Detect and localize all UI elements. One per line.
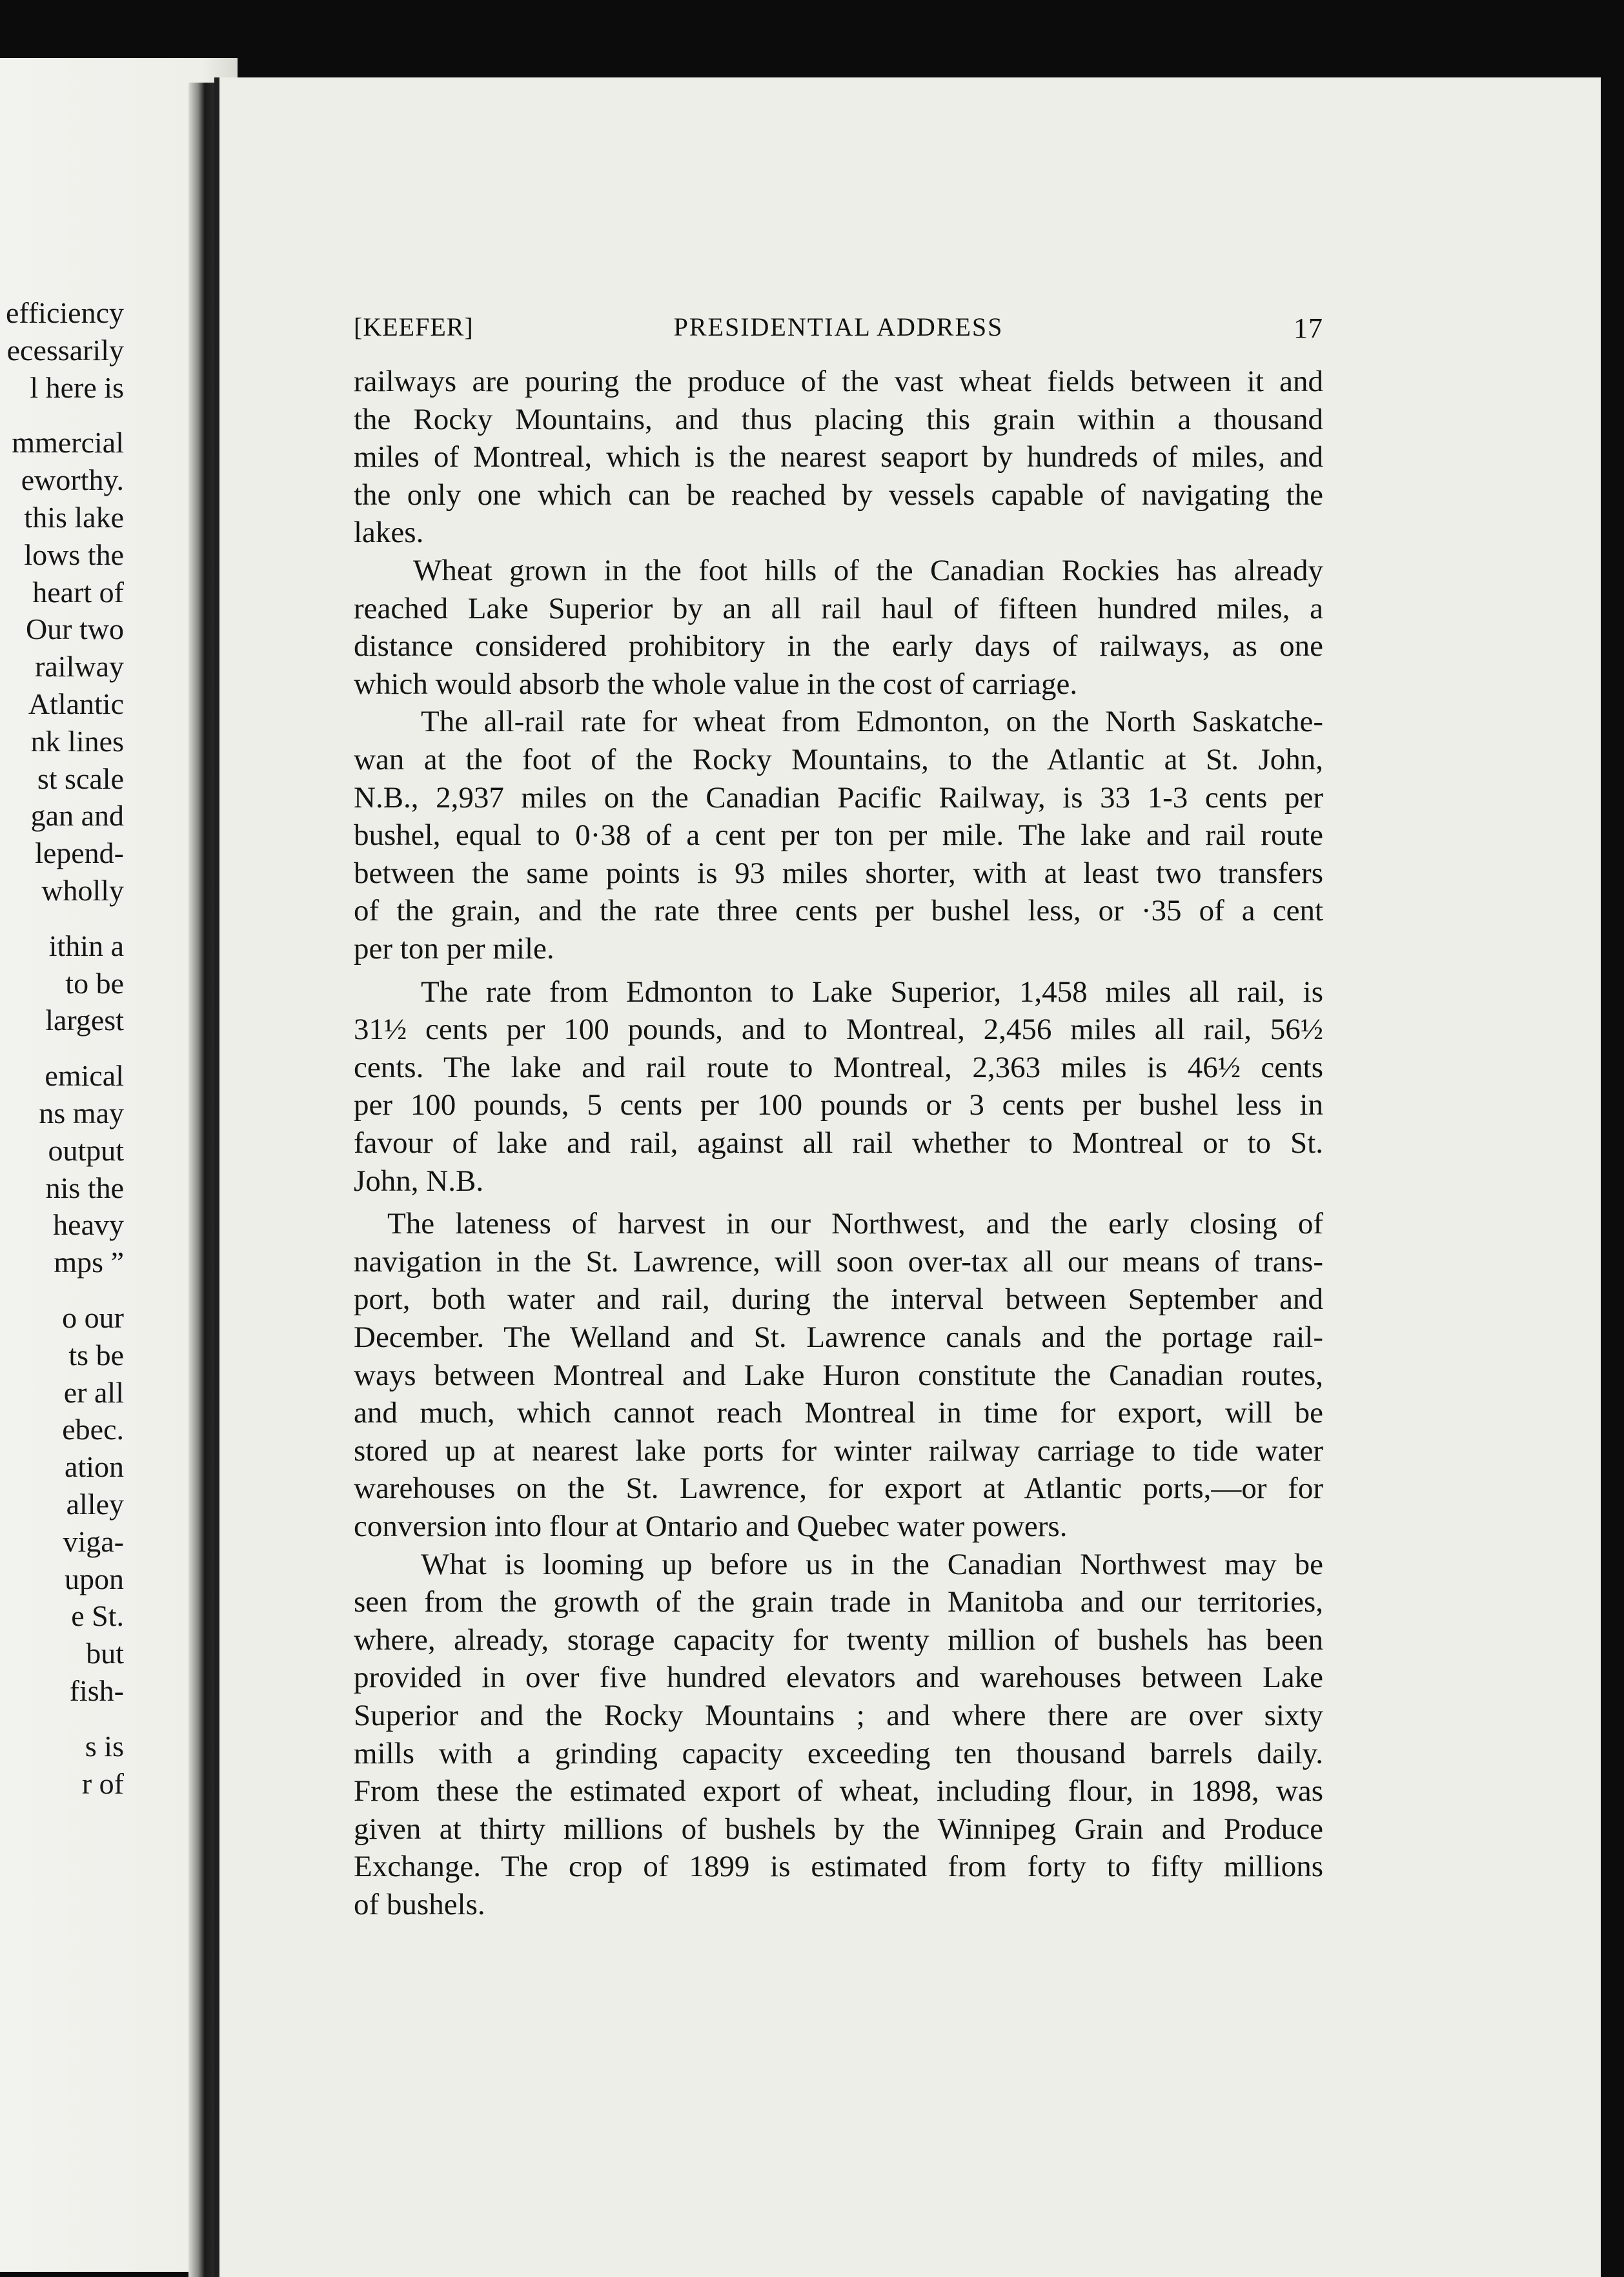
left-page-line: ns may — [39, 1097, 124, 1129]
left-page-line: alley — [66, 1488, 124, 1521]
text-line: conversion into flour at Ontario and Quebec water powers. — [354, 1510, 1068, 1543]
text-line: What is looming up before us in the Canadian Northwest may be — [421, 1547, 1323, 1581]
left-page-line: upon — [65, 1562, 124, 1595]
left-page-line: er all — [63, 1375, 124, 1409]
text-line: cents. The lake and rail route to Montreal, 2,363 miles is 46½ cents — [354, 1050, 1323, 1084]
header-title: PRESIDENTIAL ADDRESS — [673, 312, 1004, 341]
left-page-line: but — [86, 1637, 124, 1670]
text-line: 31½ cents per 100 pounds, and to Montreal, 2,456 miles all rail, 56½ — [354, 1013, 1323, 1047]
text-line: between the same points is 93 miles shorter, with at least two transfers — [354, 856, 1323, 890]
text-line: where, already, storage capacity for twenty million of bushels has been — [354, 1623, 1323, 1657]
text-line: The lateness of harvest in our Northwest, and the early closing of — [387, 1207, 1323, 1241]
left-page-line: s is — [85, 1729, 124, 1763]
left-page-line: this lake — [24, 501, 124, 534]
text-line: favour of lake and rail, against all rail whether to Montreal or to St. — [354, 1126, 1323, 1160]
text-line: reached Lake Superior by an all rail haul of fifteen hundred miles, a — [354, 591, 1323, 625]
left-page-line: eworthy. — [21, 463, 124, 497]
left-page-line: l here is — [30, 370, 124, 404]
left-page-line: railway — [35, 650, 124, 683]
text-line: the Rocky Mountains, and thus placing this grain within a thousand — [354, 402, 1323, 436]
text-line: ways between Montreal and Lake Huron constitute the Canadian routes, — [354, 1358, 1323, 1392]
text-line: per 100 pounds, 5 cents per 100 pounds or 3 cents per bushel less in — [354, 1088, 1323, 1122]
text-line: and much, which cannot reach Montreal in time for export, will be — [354, 1396, 1323, 1430]
left-page-line: nk lines — [30, 724, 124, 758]
text-line: which would absorb the whole value in the cost of carriage. — [354, 667, 1078, 701]
left-page-line: output — [48, 1133, 124, 1167]
text-line: port, both water and rail, during the interval between September and — [354, 1282, 1323, 1317]
left-page-line: fish- — [69, 1674, 124, 1707]
text-line: provided in over five hundred elevators and warehouses between Lake — [354, 1661, 1323, 1695]
left-page-line: ithin a — [48, 929, 124, 962]
left-page-line: lows the — [24, 538, 124, 571]
left-page-line: e St. — [71, 1599, 124, 1633]
text-line: Exchange. The crop of 1899 is estimated from forty to fifty millions — [354, 1850, 1323, 1884]
text-line: From these the estimated export of wheat, including flour, in 1898, was — [354, 1774, 1323, 1808]
book-gutter — [188, 83, 216, 2277]
text-line: distance considered prohibitory in the early days of railways, as one — [354, 629, 1323, 663]
left-page-line: efficiency — [5, 296, 124, 329]
text-line: wan at the foot of the Rocky Mountains, to the Atlantic at St. John, — [354, 743, 1323, 776]
text-line: bushel, equal to 0·38 of a cent per ton per mile. The lake and rail route — [354, 818, 1323, 853]
right-page — [214, 77, 1601, 2277]
text-line: mills with a grinding capacity exceeding ten thousand barrels daily. — [354, 1736, 1323, 1770]
left-page-line: r of — [81, 1766, 124, 1800]
left-page-line: nis the — [45, 1171, 124, 1204]
text-line: of the grain, and the rate three cents per bushel less, or ·35 of a cent — [354, 894, 1323, 928]
left-page-line: lepend- — [35, 836, 124, 870]
left-page-line: largest — [45, 1004, 124, 1037]
left-page-line: heart of — [32, 575, 124, 609]
text-line: miles of Montreal, which is the nearest seaport by hundreds of miles, and — [354, 440, 1323, 474]
left-page-line: gan and — [30, 799, 124, 833]
text-line: railways are pouring the produce of the vast wheat fields between it and — [354, 365, 1323, 398]
page-number: 17 — [1294, 312, 1323, 344]
left-page-line: to be — [65, 966, 124, 1000]
left-page-line: st scale — [37, 762, 124, 795]
text-line: The all-rail rate for wheat from Edmonton, on the North Saskatche- — [421, 705, 1323, 739]
header-author: [KEEFER] — [354, 312, 474, 341]
text-line: given at thirty millions of bushels by the Winnipeg Grain and Produce — [354, 1812, 1323, 1846]
left-page-line: mmercial — [12, 426, 124, 460]
left-page-line: emical — [45, 1059, 124, 1093]
left-page-line: wholly — [41, 874, 124, 907]
left-page-line: heavy — [53, 1208, 124, 1242]
left-page-line: Our two — [25, 612, 124, 646]
text-line: warehouses on the St. Lawrence, for export at Atlantic ports,—or for — [354, 1472, 1323, 1506]
text-line: of bushels. — [354, 1888, 485, 1921]
text-line: the only one which can be reached by vessels capable of navigating the — [354, 478, 1323, 512]
text-line: lakes. — [354, 516, 424, 550]
text-line: stored up at nearest lake ports for winter railway carriage to tide water — [354, 1433, 1323, 1468]
left-page-line: ebec. — [62, 1413, 124, 1446]
text-line: navigation in the St. Lawrence, will soon over-tax all our means of trans- — [354, 1244, 1323, 1279]
left-page-line: mps ” — [54, 1246, 124, 1279]
left-page-line: o our — [62, 1301, 124, 1334]
left-page-line: viga- — [63, 1524, 124, 1558]
text-line: Wheat grown in the foot hills of the Canadian Rockies has already — [413, 554, 1323, 587]
text-line: John, N.B. — [354, 1164, 484, 1198]
text-line: N.B., 2,937 miles on the Canadian Pacific Railway, is 33 1-3 cents per — [354, 780, 1323, 815]
text-line: The rate from Edmonton to Lake Superior, 1,458 miles all rail, is — [421, 975, 1323, 1009]
running-header — [354, 312, 1323, 350]
text-line: Superior and the Rocky Mountains ; and where there are over sixty — [354, 1699, 1323, 1732]
text-line: December. The Welland and St. Lawrence canals and the portage rail- — [354, 1321, 1323, 1354]
left-page-line: ts be — [68, 1338, 124, 1371]
text-line: seen from the growth of the grain trade in Manitoba and our territories, — [354, 1585, 1323, 1619]
text-line: per ton per mile. — [354, 932, 554, 966]
left-page-line: Atlantic — [28, 687, 124, 720]
left-page-line: ecessarily — [6, 333, 124, 367]
left-page-line: ation — [65, 1450, 124, 1484]
